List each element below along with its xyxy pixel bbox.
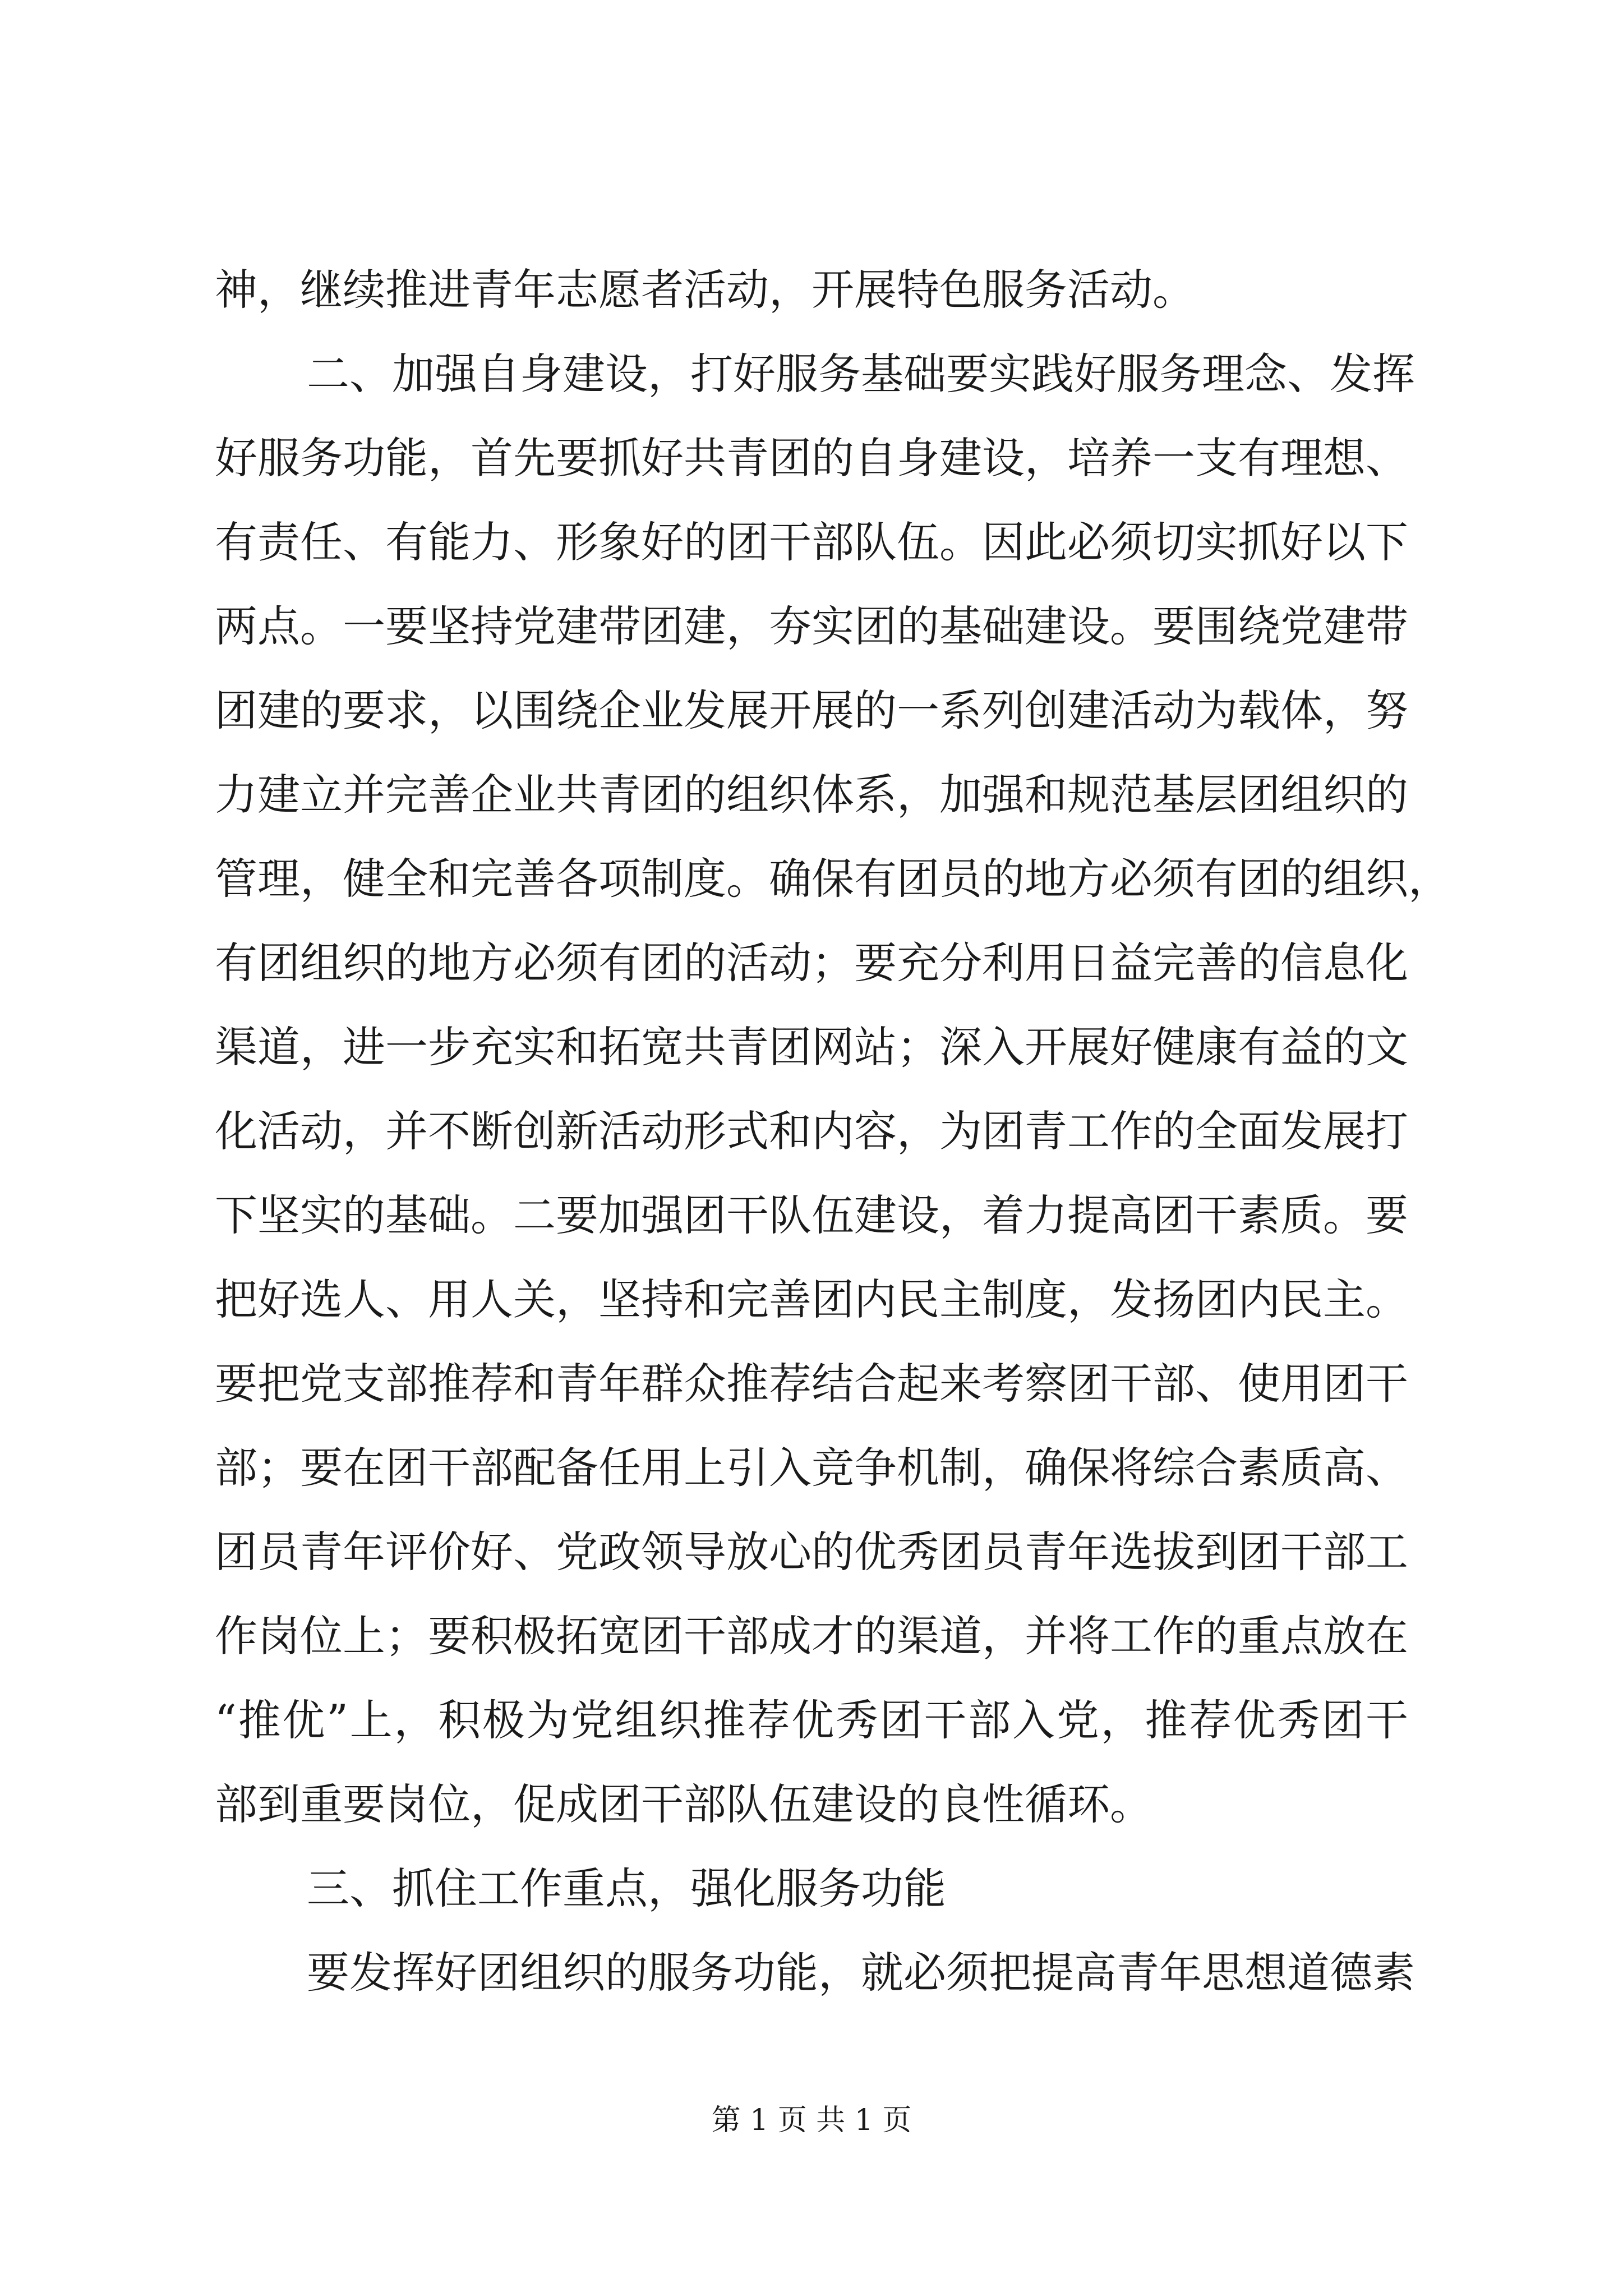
paragraph-line: 力建立并完善企业共青团的组织体系，加强和规范基层团组织的 xyxy=(215,770,1408,820)
section-heading: 三、抓住工作重点，强化服务功能 xyxy=(307,1864,946,1913)
page-number-footer: 第 1 页 共 1 页 xyxy=(711,2104,912,2137)
paragraph-line: 有团组织的地方必须有团的活动；要充分利用日益完善的信息化 xyxy=(215,938,1408,988)
paragraph-line: 渠道，进一步充实和拓宽共青团网站；深入开展好健康有益的文 xyxy=(215,1022,1408,1072)
paragraph-line: 要把党支部推荐和青年群众推荐结合起来考察团干部、使用团干 xyxy=(215,1359,1408,1409)
document-body xyxy=(215,248,1451,2015)
paragraph-line: 有责任、有能力、形象好的团干部队伍。因此必须切实抓好以下 xyxy=(215,517,1408,567)
paragraph-line: 部；要在团干部配备任用上引入竞争机制，确保将综合素质高、 xyxy=(215,1443,1408,1493)
paragraph-line: 把好选人、用人关，坚持和完善团内民主制度，发扬团内民主。 xyxy=(215,1274,1408,1324)
paragraph-line: 作岗位上；要积极拓宽团干部成才的渠道，并将工作的重点放在 xyxy=(215,1611,1408,1661)
paragraph-line: 要发挥好团组织的服务功能，就必须把提高青年思想道德素 xyxy=(307,1948,1415,1998)
paragraph-line: 化活动，并不断创新活动形式和内容，为团青工作的全面发展打 xyxy=(215,1106,1408,1156)
paragraph-line: 二、加强自身建设，打好服务基础要实践好服务理念、发挥 xyxy=(307,349,1415,399)
paragraph-line: 部到重要岗位，促成团干部队伍建设的良性循环。 xyxy=(215,1779,1152,1829)
paragraph-line: 两点。一要坚持党建带团建，夯实团的基础建设。要围绕党建带 xyxy=(215,601,1408,651)
paragraph-line: 好服务功能，首先要抓好共青团的自身建设，培养一支有理想、 xyxy=(215,433,1408,483)
paragraph-line: 团员青年评价好、党政领导放心的优秀团员青年选拔到团干部工 xyxy=(215,1527,1408,1577)
paragraph-line: 神，继续推进青年志愿者活动，开展特色服务活动。 xyxy=(215,265,1195,315)
paragraph-line: “推优”上，积极为党组织推荐优秀团干部入党，推荐优秀团干 xyxy=(215,1695,1408,1745)
paragraph-line: 团建的要求，以围绕企业发展开展的一系列创建活动为载体，努 xyxy=(215,685,1408,735)
paragraph-line: 管理，健全和完善各项制度。确保有团员的地方必须有团的组织， xyxy=(215,854,1451,904)
paragraph-line: 下坚实的基础。二要加强团干队伍建设，着力提高团干素质。要 xyxy=(215,1190,1408,1240)
